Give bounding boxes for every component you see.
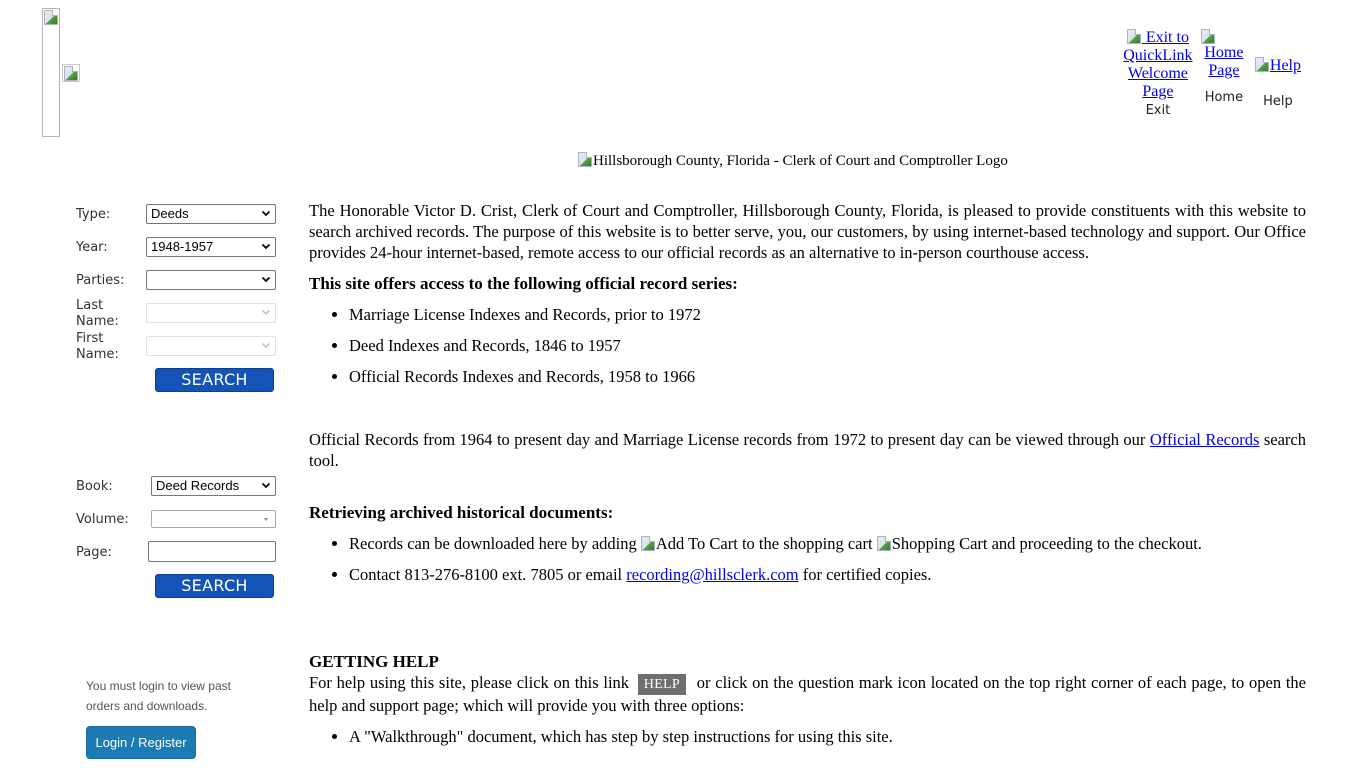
page-label: Page:: [76, 545, 112, 560]
download-text-2: to the shopping cart: [737, 534, 877, 553]
type-select[interactable]: [146, 204, 276, 224]
last-name-row: [76, 298, 136, 330]
type-label: Type:: [76, 207, 111, 222]
broken-image-icon: [44, 10, 58, 25]
series-item: • Marriage License Indexes and Records, prior to 1972: [349, 304, 1306, 325]
home-icon: [1201, 29, 1215, 44]
login-register-button[interactable]: Login / Register: [86, 726, 196, 759]
type-row: [76, 207, 146, 223]
intro-paragraph: The Honorable Victor D. Crist, Clerk of Court and Comptroller, Hillsborough County, Florida, is pleased to provide constituents with this website to search archived records. The purpose of this website is to better serve, you, our customers, by using internet-based technology and support. Our Office provides 24-hour internet-based, remote access to our official records as an alternative to in-person courthouse access.: [309, 201, 1306, 262]
parties-label: Parties:: [76, 273, 125, 288]
home-link[interactable]: [1199, 39, 1249, 80]
nav-help: [1252, 29, 1304, 109]
chevron-down-icon: [261, 208, 271, 218]
volume-select[interactable]: [151, 510, 276, 528]
clerk-logo: [578, 152, 1008, 170]
help-caption: Help: [1263, 94, 1293, 109]
contact-text: Contact 813-276-8100 ext. 7805 or email: [349, 565, 627, 584]
chevron-down-icon: [261, 340, 271, 350]
email-link[interactable]: recording@hillsclerk.com: [626, 565, 799, 584]
volume-row: [76, 512, 146, 528]
exit-icon: [1127, 29, 1141, 44]
retrieving-list: [309, 533, 1306, 585]
first-name-row: [76, 331, 136, 363]
official-records-text: Official Records from 1964 to present day and Marriage License records from 1972 to present day can be viewed through our: [309, 430, 1150, 449]
last-name-label: Last Name:: [76, 298, 119, 329]
help-link-label: Help: [1269, 57, 1301, 74]
help-option: • A "Walkthrough" document, which has step by step instructions for using this site.: [349, 726, 1306, 747]
add-to-cart-alt: Add To Cart: [655, 534, 738, 553]
year-select[interactable]: [146, 237, 276, 257]
help-text: For help using this site, please click on this link: [309, 673, 634, 692]
series-list: [309, 304, 1306, 387]
top-navigation: [1120, 29, 1304, 118]
last-name-select[interactable]: [146, 303, 276, 323]
book-value: Deed Records: [156, 478, 240, 493]
shopping-cart-icon: [877, 536, 891, 551]
help-link[interactable]: [1255, 57, 1301, 75]
header-banner-image: [42, 8, 60, 137]
series-item: • Deed Indexes and Records, 1846 to 1957: [349, 335, 1306, 356]
home-link-label: Home Page: [1204, 44, 1244, 79]
first-name-select[interactable]: [146, 336, 276, 356]
official-records-text-after: search tool.: [309, 430, 1306, 470]
book-label: Book:: [76, 479, 113, 494]
main-content: [309, 200, 1306, 757]
nav-exit: [1120, 29, 1196, 118]
parties-row: [76, 273, 146, 289]
download-text-3: and proceeding to the checkout.: [987, 534, 1202, 553]
exit-link-label: Exit to QuickLink Welcome Page: [1123, 29, 1193, 100]
search-button[interactable]: SEARCH: [155, 368, 274, 392]
help-paragraph: [309, 672, 1306, 716]
chevron-down-icon: [261, 241, 271, 251]
help-icon: [1255, 57, 1269, 72]
series-heading: This site offers access to the following official record series:: [309, 274, 738, 293]
logo-alt-text: Hillsborough County, Florida - Clerk of Court and Comptroller Logo: [593, 153, 1008, 169]
getting-help-heading: GETTING HELP: [309, 652, 439, 671]
retrieving-item-contact: [349, 564, 1306, 585]
type-value: Deeds: [151, 206, 189, 221]
retrieving-heading: Retrieving archived historical documents:: [309, 503, 614, 522]
home-caption: Home: [1204, 90, 1244, 105]
dropdown-arrow-icon: [261, 514, 271, 524]
year-row: [76, 240, 146, 256]
official-records-paragraph: [309, 429, 1306, 471]
book-row: [76, 479, 146, 495]
series-item: • Official Records Indexes and Records, 1958 to 1966: [349, 366, 1306, 387]
year-value: 1948-1957: [151, 239, 214, 254]
broken-image-icon: [64, 66, 78, 81]
official-records-link[interactable]: Official Records: [1149, 430, 1260, 449]
book-search-button[interactable]: SEARCH: [155, 574, 274, 598]
year-label: Year:: [76, 240, 108, 255]
help-options-list: [309, 726, 1306, 747]
parties-select[interactable]: [146, 270, 276, 290]
shopping-cart-alt: Shopping Cart: [891, 534, 988, 553]
exit-caption: Exit: [1145, 103, 1171, 118]
chevron-down-icon: [261, 480, 271, 490]
volume-label: Volume:: [76, 512, 129, 527]
login-note: You must login to view past orders and downloads.: [86, 679, 231, 713]
book-select[interactable]: [151, 476, 276, 496]
first-name-label: First Name:: [76, 331, 119, 362]
exit-link[interactable]: [1123, 29, 1193, 101]
page-input[interactable]: [148, 541, 276, 562]
download-text: Records can be downloaded here by adding: [349, 534, 641, 553]
add-to-cart-icon: [641, 536, 655, 551]
help-text-2: or click on the question mark icon located on the top right corner of each page, to open the help and support page; which will provide you with three options:: [309, 673, 1306, 715]
chevron-down-icon: [261, 307, 271, 317]
contact-text-2: for certified copies.: [798, 565, 932, 584]
logo-icon: [578, 152, 592, 167]
header-secondary-image: [62, 64, 80, 82]
retrieving-item-download: [349, 533, 1306, 554]
page-row: [76, 545, 146, 561]
nav-home: [1196, 29, 1252, 105]
chevron-down-icon: [261, 274, 271, 284]
help-link-badge[interactable]: HELP: [638, 674, 686, 695]
